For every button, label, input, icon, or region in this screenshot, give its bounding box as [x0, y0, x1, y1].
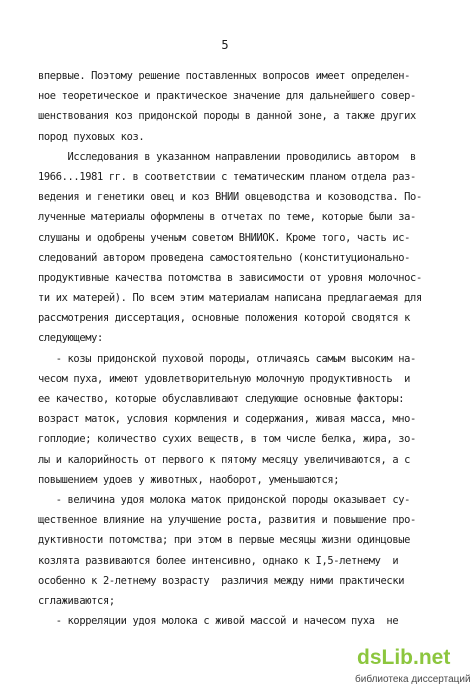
body-text [38, 66, 422, 631]
text-line: впервые. Поэтому решение поставленных вопросов имеет определен- [38, 70, 411, 82]
watermark-caption: библиотека диссертаций [355, 674, 471, 685]
text-line: Исследования в указанном направлении проводились автором в [38, 150, 416, 163]
watermark-logo-name: dsLib [357, 646, 413, 669]
text-line: - величина удоя молока маток придонской породы оказывает су- [38, 493, 411, 506]
watermark-logo [357, 645, 450, 671]
text-line: козлята развиваются более интенсивно, однако к I,5-летнему и [38, 554, 399, 567]
text-line: ее качество, которые обуславливают следующие основные факторы: [38, 393, 405, 405]
text-line: 1966...1981 гг. в соответствии с тематическим планом отдела раз- [38, 170, 416, 183]
text-line: лученные материалы оформлены в отчетах по теме, которые были за- [38, 211, 416, 224]
text-line: шенствования коз придонской породы в данной зоне, а также других [38, 110, 416, 123]
text-line: щественное влияние на улучшение роста, развития и повышение про- [38, 514, 416, 527]
text-line: - корреляции удоя молока с живой массой и начесом пуха не [38, 615, 399, 628]
watermark [355, 641, 471, 691]
text-line: особенно к 2-летнему возрасту различия между ними практически [38, 574, 405, 587]
page-number: 5 [221, 38, 229, 52]
text-line: ное теоретическое и практическое значение для дальнейшего совер- [38, 90, 416, 103]
text-line: возраст маток, условия кормления и содержания, живая масса, мно- [38, 413, 416, 426]
text-line: повышением удоев у животных, наоборот, уменьшаются; [38, 473, 340, 486]
text-line: чесом пуха, имеют удовлетворительную молочную продуктивность и [38, 372, 411, 385]
text-line: следований автором проведена самостоятельно (конституционально- [38, 251, 411, 264]
text-line: продуктивные качества потомства в зависимости от уровня молочнос- [38, 271, 422, 284]
watermark-logo-domain: .net [413, 646, 451, 669]
text-line: гоплодие; количество сухих веществ, в том числе белка, жира, зо- [38, 433, 416, 446]
text-line: следующему: [38, 332, 103, 345]
text-line: пород пуховых коз. [38, 130, 145, 143]
text-line: сглаживаются; [38, 594, 115, 607]
text-line: - козы придонской пуховой породы, отличаясь самым высоким на- [38, 352, 416, 365]
text-line: ведения и генетики овец и коз ВНИИ овцеводства и козоводства. По- [38, 191, 422, 204]
text-line: дуктивности потомства; при этом в первые месяцы жизни одинцовые [38, 534, 411, 547]
text-line: лы и калорийность от первого к пятому месяцу увеличиваются, а с [38, 453, 411, 466]
text-line: рассмотрения диссертация, основные положения которой сводятся к [38, 312, 411, 325]
text-line: ти их матерей). По всем этим материалам написана предлагаемая для [38, 292, 422, 305]
text-line: слушаны и одобрены ученым советом ВНИИОК. Кроме того, часть ис- [38, 231, 411, 244]
